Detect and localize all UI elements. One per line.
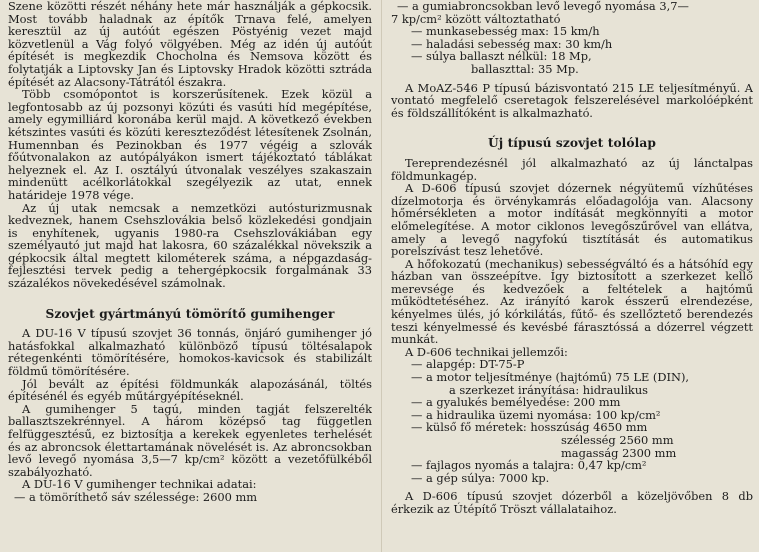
spec-line: magasság 2300 mm <box>561 445 677 460</box>
spec-line: 7 kp/cm² között változtatható <box>391 11 561 26</box>
body-paragraph-4: A DU-16 V gumihenger technikai adatai: <box>22 477 257 492</box>
spec-line: — munkasebesség max: 15 km/h <box>411 24 600 39</box>
spec-line: — a hidraulika üzemi nyomása: 100 kp/cm² <box>411 407 661 422</box>
column-divider <box>381 0 382 552</box>
body-paragraph-1: A DU-16 V típusú szovjet 36 tonnás, önjáró gumihenger jó hatásfokkal alkalmazható különböző típusú töltésalapok rétegenkénti tömörítésére, homokos-kavicsok és stabilizált földmű tömörítésére. <box>8 326 372 379</box>
spec-line: — haladási sebesség max: 30 km/h <box>411 36 613 51</box>
section-heading-gumihenger: Szovjet gyártmányú tömörítő gumihenger <box>45 306 335 321</box>
body-paragraph-3: A gumihenger 5 tagú, minden tagját felszerelték ballasztszekrénnyel. A három középső tag független felfüggesztésű, ez biztosítja a kerekek egyenletes terhelését és az abroncsok élettartamának növelését is. Az abroncsokban levő levegő nyomása 3,5—7 kp/cm² között a vezetőfülkéből szabályozható. <box>8 401 372 479</box>
body-paragraph-1: Tereprendezésnél jól alkalmazható az új lánctalpas földmunkagép. <box>391 155 753 183</box>
spec-line: — fajlagos nyomás a talajra: 0,47 kp/cm² <box>411 458 647 473</box>
spec-line: — a gyalukés bemélyedése: 200 mm <box>411 395 621 410</box>
left-column <box>8 0 372 552</box>
right-column <box>391 0 753 552</box>
spec-line: — alapgép: DT-75-P <box>411 357 525 372</box>
spec-line: — a gép súlya: 7000 kp. <box>411 470 550 485</box>
spec-line: — a tömöríthető sáv szélessége: 2600 mm <box>14 489 258 504</box>
section-heading-tololap: Új típusú szovjet tolólap <box>488 136 656 151</box>
body-paragraph-2: Jól bevált az építési földmunkák alapozásánál, töltés építésénél és egyéb műtárgyépítéseknél. <box>8 376 372 404</box>
body-paragraph-3: A hőfokozatú (mechanikus) sebességváltó és a hátsóhíd egy házban van összeépítve. Így biztosított a szerkezet kellő merevsége és kedvezőek a feltételek a hajtómű működtetéséhez. Az irányító karok ésszerű elrendezése, kényelmes ülés, jó kórkilátás, fűtő- és szellőztető berendezés teszi kényelmessé és kevésbé fárasztóssá a dózerrel végzett munkát. <box>391 256 753 347</box>
spec-line: ballaszttal: 35 Mp. <box>471 61 579 76</box>
spec-line: — a gumiabroncsokban levő levegő nyomása 3,7— <box>397 0 689 13</box>
spec-line: szélesség 2560 mm <box>561 433 674 447</box>
moaz-paragraph: A MoAZ-546 P típusú bázisvontató 215 LE teljesítményű. A vontató megfelelő cseretagok felszerelésével markolóépként és földszállítóként is alkalmazható. <box>391 80 753 120</box>
intro-paragraph-3: Az új utak nemcsak a nemzetközi autósturizmusnak kedveznek, hanem Csehszlovákia belső közlekedési gondjain is enyhítenek, ugyanis 1980-ra Csehszlovákiában egy személyautó jut majd hat lakosra, 60 százalékkal növekszik a gépkocsik által megtett kilométerek száma, a népgazdaság-fejlesztési tervek pedig a tehergépkocsik forgalmának 33 százalékos növekedésével számolnak. <box>8 200 372 291</box>
closing-paragraph: A D-606 típusú szovjet dózerből a közeljövőben 8 db érkezik az Útépítő Tröszt vállalataihoz. <box>391 489 753 516</box>
spec-line: — a motor teljesítménye (hajtómű) 75 LE (DIN), <box>411 370 690 385</box>
body-paragraph-2: A D-606 típusú szovjet dózernek négyütemű vízhűtéses dízelmotorja és örvénykamrás előadagolója van. Alacsony hőmérsékleten a motor indítását megkönnyíti a motor előmelegítése. A motor ciklonos levegőszűrővel van ellátva, amely a levegő nagyfokú tisztítását és automatikus porelszívást tesz lehetővé. <box>391 181 753 259</box>
spec-line: — súlya ballaszt nélkül: 18 Mp, <box>411 49 592 64</box>
spec-line: — külső fő méretek: hosszúság 4650 mm <box>411 420 648 435</box>
body-paragraph-4: A D-606 technikai jellemzői: <box>405 344 568 359</box>
spec-line: a szerkezet irányítása: hidraulikus <box>449 382 648 397</box>
intro-paragraph-1: Szene közötti részét néhány hete már használják a gépkocsik. Most tovább haladnak az építők Trnava felé, amelyen keresztül az új autóút egészen Pöstyénig vezet majd közvetlenül a Vág folyó völgyében. Még az idén új autóút építését is megkezdik Chocholna és Nemsova között és folytatják a Liptovsky Jan és Liptovsky Hradok közötti sztráda építését az Alacsony-Tátrától északra. <box>8 0 372 89</box>
intro-paragraph-2: Több csomópontot is korszerűsítenek. Ezek közül a legfontosabb az új pozsonyi közúti és vasúti híd megépítése, amely egymilliárd koronába kerül majd. A következő években kétszintes vasúti és közúti kereszteződést létesítenek Zsolnán, Humennban és Pezinokban és 1977 végéig a szlovák főútvonalakon az autópályákon ismert tájékoztató táblákat helyeznek el. Az I. osztályú útvonalak veszélyes szakaszain mindenütt acélkorlátokkal szegélyezik az utat, ennek határideje 1978 vége. <box>8 87 372 202</box>
